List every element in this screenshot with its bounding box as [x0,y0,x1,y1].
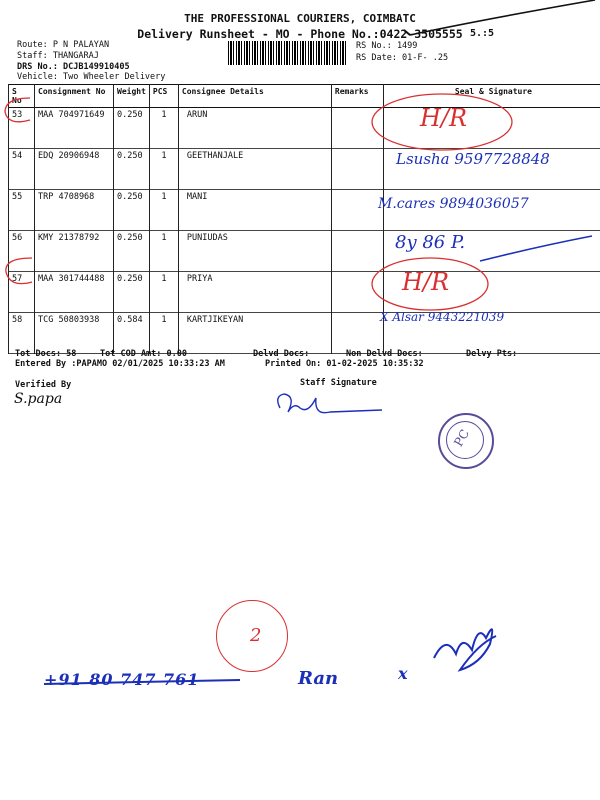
row-weight: 0.250 [114,272,150,313]
row-weight: 0.584 [114,313,150,354]
runsheet-title: THE PROFESSIONAL COURIERS, COIMBATC [184,12,416,25]
signature-row-54: Lsusha 9597728848 [396,150,550,168]
row-pcs: 1 [149,272,178,313]
total-docs: Tot Docs: 58 [15,349,77,359]
cross-mark: x [398,664,408,683]
pen-stroke-top [400,0,600,40]
staff-signature-ink [270,388,390,422]
row-sno: 57 [9,272,35,313]
col-weight: Weight [114,85,150,108]
strike-through [44,670,244,694]
staff-field: Staff: THANGARAJ [17,51,99,61]
row-weight: 0.250 [114,149,150,190]
vehicle-field: Vehicle: Two Wheeler Delivery [17,72,166,82]
phone-scribble: +91 80 747 761 [44,670,200,689]
verified-by-label: Verified By [15,380,72,390]
row-weight: 0.250 [114,190,150,231]
col-consignee: Consignee Details [178,85,331,108]
row-sno: 55 [9,190,35,231]
row-consignment: TCG 50803938 [35,313,114,354]
non-delivered-docs: Non Delvd Docs: [346,349,423,359]
row-weight: 0.250 [114,108,150,149]
page-suffix: 5.:5 [470,28,495,39]
bottom-signature-ink [426,614,506,684]
red-circle-marks [0,90,40,290]
route-field: Route: P N PALAYAN [17,40,110,50]
row-consignee: PUNIUDAS [178,231,331,272]
row-consignee: PRIYA [178,272,331,313]
row-pcs: 1 [149,231,178,272]
row-consignee: KARTJIKEYAN [178,313,331,354]
entered-by: Entered By :PAPAMO 02/01/2025 10:33:23 AM [15,359,225,369]
row-sno: 56 [9,231,35,272]
row-sno: 53 [9,108,35,149]
signature-row-55: M.cares 9894036057 [378,196,529,212]
row-sno: 54 [9,149,35,190]
signature-hr-1: H/R [420,104,468,132]
rs-date: RS Date: 01-F- .25 [356,53,449,63]
col-remarks: Remarks [331,85,383,108]
verifier-signature: S.papa [14,391,63,407]
row-consignment: TRP 4708968 [35,190,114,231]
company-stamp [438,413,494,469]
row-sno: 58 [9,313,35,354]
col-pcs: PCS [149,85,178,108]
row-consignee: MANI [178,190,331,231]
row-pcs: 1 [149,108,178,149]
staff-signature-label: Staff Signature [300,378,377,388]
col-sno: S No [9,85,35,108]
signature-ink [360,86,600,346]
signature-row-58: X Alsar 9443221039 [380,310,505,324]
stamp-text: PC [451,427,473,449]
printed-on: Printed On: 01-02-2025 10:35:32 [265,359,424,369]
row-consignee: GEETHANJALE [178,149,331,190]
row-weight: 0.250 [114,231,150,272]
drs-field: DRS No.: DCJB149910405 [17,62,130,72]
signature-row-56: 8y 86 P. [395,232,466,253]
row-consignee: ARUN [178,108,331,149]
signature-hr-2: H/R [402,268,450,296]
rs-number: RS No.: 1499 [356,41,418,51]
total-cod: Tot COD Amt: 0.00 [100,349,187,359]
row-pcs: 1 [149,190,178,231]
runsheet-subtitle: Delivery Runsheet - MO - Phone No.:0422-3505555 [137,27,463,41]
col-consignment: Consignment No [35,85,114,108]
col-signature: Seal & Signature [383,85,600,108]
row-consignment: MAA 704971649 [35,108,114,149]
delivery-points: Delvy Pts: [466,349,518,359]
row-pcs: 1 [149,149,178,190]
name-scribble: Ran [298,668,339,689]
row-consignment: EDQ 20906948 [35,149,114,190]
row-consignment: KMY 21378792 [35,231,114,272]
barcode [228,41,346,65]
delivered-docs: Delvd Docs: [253,349,310,359]
circled-number: 2 [250,625,262,646]
row-consignment: MAA 301744488 [35,272,114,313]
row-pcs: 1 [149,313,178,354]
